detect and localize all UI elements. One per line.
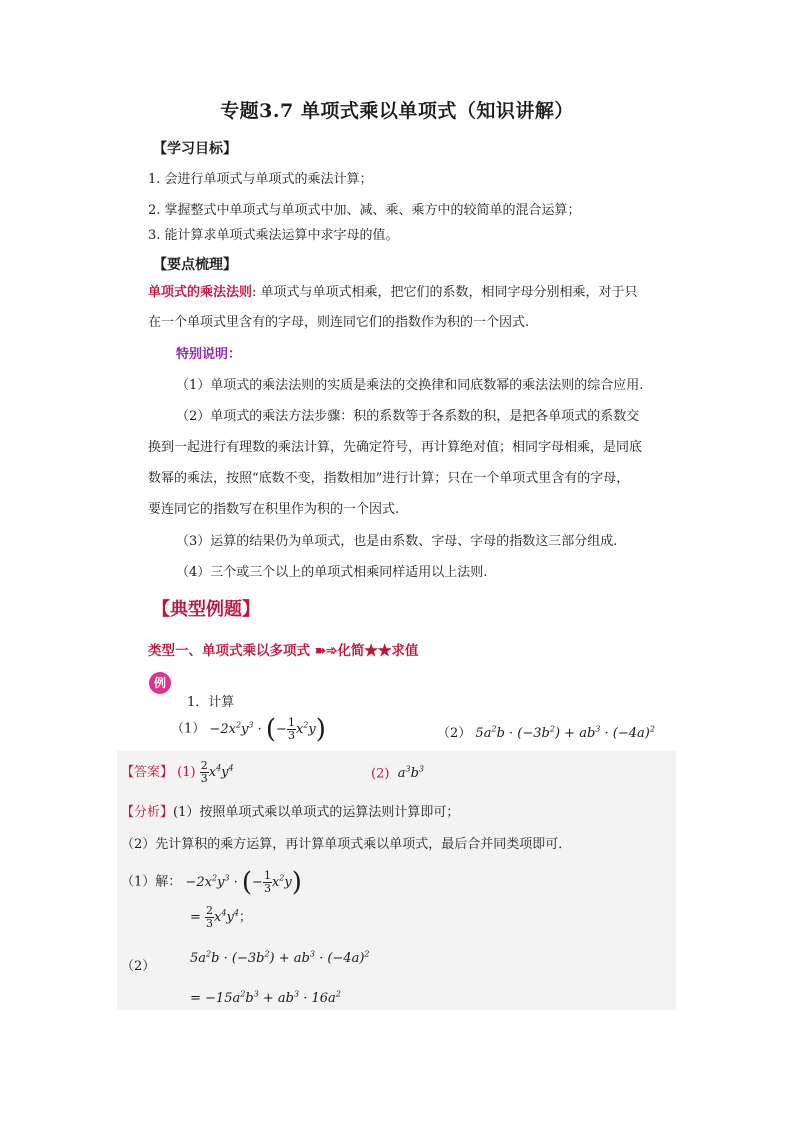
- answer-label: 【答案】: [121, 765, 174, 780]
- goal-item-1: 1. 会进行单项式与单项式的乘法计算；: [148, 172, 373, 187]
- rule-label: 单项式的乘法法则: [148, 285, 253, 300]
- solution-2-step: [190, 990, 341, 1006]
- problem-2-label: （2）: [437, 726, 472, 741]
- solution-2-expression: $5a^2b \cdot (-3b^2) + ab^3 \cdot (-4a)^2$: [190, 950, 370, 967]
- analysis-line-1: [121, 801, 459, 820]
- solution-1-result: [190, 905, 252, 930]
- special-label: 特别说明：: [176, 347, 242, 362]
- answer-2-expression: $a^3b^3$: [397, 765, 424, 782]
- solution-1: [121, 867, 302, 897]
- answer-1-label: (1): [177, 765, 196, 780]
- problem-1: [171, 714, 326, 744]
- problem-label: 1．计算: [187, 695, 235, 710]
- analysis-text-1: (1）按照单项式乘以单项式的运算法则计算即可；: [173, 805, 460, 820]
- solution-2-label: （2）: [121, 959, 156, 974]
- rule-line-1: [148, 281, 638, 300]
- problem-1-expression: $-2x^2y^3$ · (− $\frac{1}{3}$ $x^2y$): [209, 714, 326, 744]
- note-2: （2）单项式的乘法方法步骤：积的系数等于各系数的积，是把各单项式的系数交: [176, 409, 640, 424]
- goal-item-2: 2. 掌握整式中单项式与单项式中加、减、乘、乘方中的较简单的混合运算；: [148, 203, 581, 218]
- problem-1-label: （1）: [171, 721, 206, 737]
- type-title: 类型一、单项式乘以多项式 ➽➾化简★★求值: [148, 643, 419, 659]
- rule-text-1: : 单项式与单项式相乘，把它们的系数，相同字母分别相乘，对于只: [252, 285, 638, 300]
- examples-heading: 【典型例题】: [152, 599, 260, 620]
- solution-1-expression: $-2x^2y^3$ · (− $\frac{1}{3}$ $x^2y$): [185, 867, 302, 897]
- rule-line-2: 在一个单项式里含有的字母，则连同它们的指数作为积的一个因式.: [148, 315, 530, 330]
- solution-2: [190, 950, 370, 966]
- goal-item-3: 3. 能计算求单项式乘法运算中求字母的值。: [148, 228, 399, 243]
- answer-2-label: (2): [371, 766, 390, 782]
- note-2-cont-3: 要连同它的指数写在积里作为积的一个因式.: [148, 502, 400, 517]
- goals-heading: 【学习目标】: [153, 141, 237, 157]
- example-badge-icon: 例: [149, 672, 171, 694]
- solution-1-semicolon: ；: [238, 910, 252, 925]
- note-1: （1）单项式的乘法法则的实质是乘法的交换律和同底数幂的乘法法则的综合应用.: [176, 378, 644, 393]
- answer-1-expression: $\frac{2}{3}$ $x^4y^4$: [200, 759, 234, 785]
- answer-line: [121, 760, 234, 785]
- note-4: （4）三个或三个以上的单项式相乘同样适用以上法则.: [176, 565, 488, 580]
- analysis-label: 【分析】: [121, 805, 174, 820]
- problem-2: [437, 722, 655, 741]
- page-title: 专题3.7 单项式乘以单项式（知识讲解）: [220, 100, 574, 122]
- note-3: （3）运算的结果仍为单项式，也是由系数、字母、字母的指数这三部分组成.: [176, 534, 618, 549]
- solution-2-step-expression: = $-15a^2b^3 + ab^3 \cdot 16a^2$: [190, 990, 341, 1007]
- problem-2-expression: $5a^2b \cdot (-3b^2) + ab^3 \cdot (-4a)^2$: [475, 724, 655, 741]
- key-points-heading: 【要点梳理】: [153, 257, 237, 273]
- solution-1-label: （1）解：: [121, 874, 182, 890]
- answer-2: [371, 765, 424, 781]
- analysis-text-2: （2）先计算积的乘方运算，再计算单项式乘以单项式，最后合并同类项即可．: [121, 837, 572, 852]
- note-2-cont-1: 换到一起进行有理数的乘法计算，先确定符号，再计算绝对值；相同字母相乘，是同底: [148, 440, 643, 455]
- note-2-cont-2: 数幂的乘法，按照“底数不变，指数相加”进行计算；只在一个单项式里含有的字母，: [148, 471, 630, 486]
- solution-1-result-expression: = $\frac{2}{3}$ $x^4y^4$: [190, 904, 239, 930]
